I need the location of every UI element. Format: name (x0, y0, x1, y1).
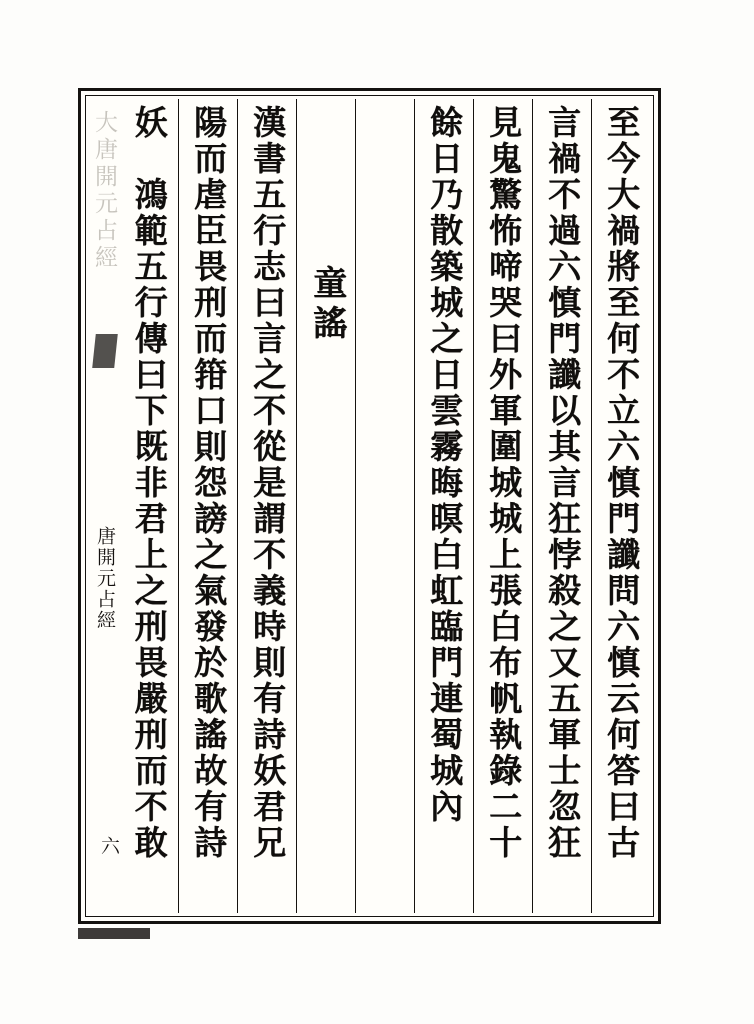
column-text: 至今大禍將至何不立六慎門讖問六慎云何答曰古 (602, 105, 642, 861)
page-number: 六 (98, 836, 120, 855)
text-column-2 (532, 99, 591, 913)
bottom-ink-block (78, 928, 150, 939)
column-text: 言禍不過六慎門讖以其言狂悖殺之又五軍士忽狂 (543, 105, 583, 861)
text-column-1 (591, 99, 650, 913)
column-text: 餘日乃散築城之日雲霧晦暝白虹臨門連蜀城內 (425, 105, 465, 825)
text-column-8 (178, 99, 237, 913)
section-heading-column (296, 99, 355, 913)
block-frame (78, 88, 661, 924)
column-text: 陽而虐臣畏刑而箝口則怨謗之氣發於歌謠故有詩 (189, 105, 229, 861)
column-text: 妖 鴻範五行傳曰下既非君上之刑畏嚴刑而不敢 (129, 105, 169, 861)
text-column-5-blank (355, 99, 414, 913)
book-title: 唐開元占經 (94, 526, 116, 631)
text-column-7 (237, 99, 296, 913)
column-text: 漢書五行志曰言之不從是謂不義時則有詩妖君兄 (248, 105, 288, 861)
section-heading: 童謠 (306, 265, 347, 345)
center-gutter (86, 96, 130, 916)
gutter-faint-text: 大唐開元占經 (91, 110, 117, 272)
text-column-3 (473, 99, 532, 913)
ink-smudge-mark (92, 334, 118, 368)
text-column-4 (414, 99, 473, 913)
column-text: 見鬼驚怖啼哭曰外軍圍城城上張白布帆執錄二十 (484, 105, 524, 861)
text-columns (89, 99, 650, 913)
